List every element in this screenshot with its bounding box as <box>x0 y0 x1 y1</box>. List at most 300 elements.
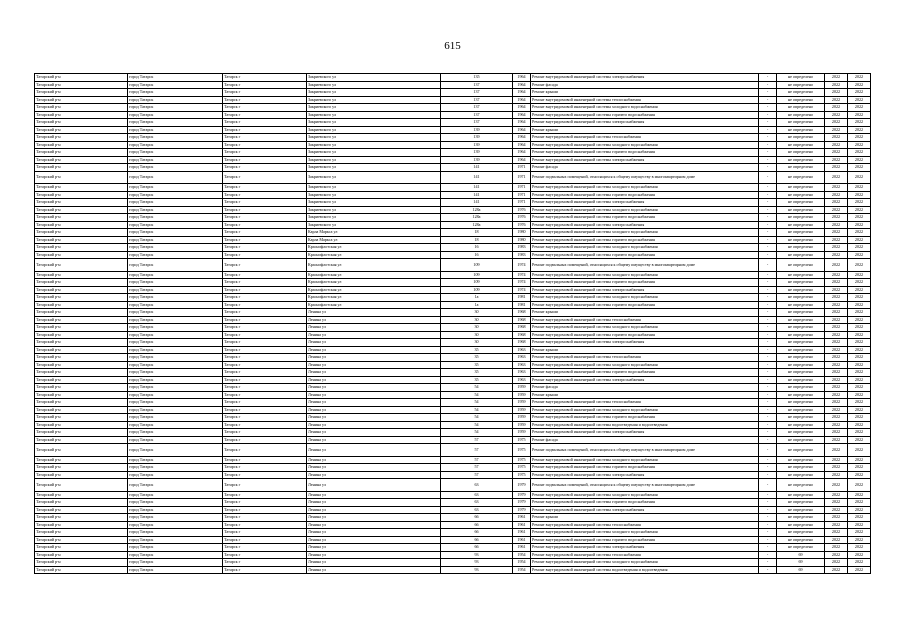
cell-cost: - <box>759 536 777 544</box>
cell-settlement: Татарск г <box>223 421 307 429</box>
cell-start-year: 2022 <box>825 184 848 192</box>
cell-house-number: 109 <box>441 259 513 272</box>
table-row <box>35 414 871 422</box>
repair-schedule-table <box>34 73 871 574</box>
cell-house-number: 141 <box>441 171 513 184</box>
cell-deadline-status: не определено <box>777 156 825 164</box>
cell-build-year: 1964 <box>513 119 531 127</box>
cell-district: Татарский р-н <box>35 346 128 354</box>
cell-start-year: 2022 <box>825 384 848 392</box>
cell-street: Ленина ул <box>307 521 441 529</box>
cell-cost: - <box>759 171 777 184</box>
cell-street: Краснофлотская ул <box>307 301 441 309</box>
cell-deadline-status: не определено <box>777 271 825 279</box>
cell-municipality: город Татарск <box>128 251 223 259</box>
cell-start-year: 2022 <box>825 506 848 514</box>
cell-cost: - <box>759 354 777 362</box>
cell-end-year: 2022 <box>848 81 871 89</box>
cell-district: Татарский р-н <box>35 369 128 377</box>
cell-deadline-status: не определено <box>777 279 825 287</box>
cell-build-year: 1968 <box>513 324 531 332</box>
cell-work-type: Ремонт внутридомовой инженерной системы электроснабжения <box>531 339 759 347</box>
cell-cost: - <box>759 214 777 222</box>
cell-street: Закриевского ул <box>307 206 441 214</box>
cell-start-year: 2022 <box>825 529 848 537</box>
cell-street: Ленина ул <box>307 331 441 339</box>
cell-street: Ленина ул <box>307 529 441 537</box>
cell-build-year: 1959 <box>513 391 531 399</box>
table-row <box>35 251 871 259</box>
cell-start-year: 2022 <box>825 126 848 134</box>
cell-deadline-status: 69 <box>777 551 825 559</box>
cell-end-year: 2022 <box>848 324 871 332</box>
cell-deadline-status: не определено <box>777 506 825 514</box>
table-row <box>35 184 871 192</box>
cell-end-year: 2022 <box>848 126 871 134</box>
cell-street: Краснофлотская ул <box>307 251 441 259</box>
cell-settlement: Татарск г <box>223 126 307 134</box>
cell-house-number: 57 <box>441 464 513 472</box>
cell-house-number: 16 <box>441 251 513 259</box>
cell-deadline-status: не определено <box>777 141 825 149</box>
cell-cost: - <box>759 184 777 192</box>
cell-deadline-status: 69 <box>777 566 825 574</box>
cell-municipality: город Татарск <box>128 536 223 544</box>
cell-build-year: 1979 <box>513 479 531 492</box>
table-row <box>35 294 871 302</box>
cell-settlement: Татарск г <box>223 566 307 574</box>
cell-cost: - <box>759 141 777 149</box>
cell-street: Закриевского ул <box>307 119 441 127</box>
cell-work-type: Ремонт внутридомовой инженерной системы холодного водоснабжения <box>531 491 759 499</box>
cell-work-type: Ремонт внутридомовой инженерной системы горячего водоснабжения <box>531 111 759 119</box>
cell-cost: - <box>759 464 777 472</box>
cell-house-number: 35 <box>441 346 513 354</box>
cell-start-year: 2022 <box>825 491 848 499</box>
cell-settlement: Татарск г <box>223 259 307 272</box>
cell-district: Татарский р-н <box>35 491 128 499</box>
cell-build-year: 1983 <box>513 251 531 259</box>
cell-municipality: город Татарск <box>128 96 223 104</box>
cell-street: Закриевского ул <box>307 214 441 222</box>
cell-municipality: город Татарск <box>128 354 223 362</box>
cell-build-year: 1971 <box>513 164 531 172</box>
cell-street: Карла Маркса ул <box>307 229 441 237</box>
cell-settlement: Татарск г <box>223 521 307 529</box>
cell-settlement: Татарск г <box>223 414 307 422</box>
cell-municipality: город Татарск <box>128 74 223 82</box>
cell-street: Ленина ул <box>307 471 441 479</box>
cell-work-type: Ремонт внутридомовой инженерной системы горячего водоснабжения <box>531 236 759 244</box>
cell-start-year: 2022 <box>825 376 848 384</box>
cell-district: Татарский р-н <box>35 286 128 294</box>
cell-build-year: 1971 <box>513 171 531 184</box>
cell-build-year: 1980 <box>513 236 531 244</box>
cell-house-number: 141 <box>441 191 513 199</box>
cell-district: Татарский р-н <box>35 141 128 149</box>
cell-start-year: 2022 <box>825 369 848 377</box>
cell-deadline-status: не определено <box>777 199 825 207</box>
cell-end-year: 2022 <box>848 429 871 437</box>
cell-street: Карла Маркса ул <box>307 236 441 244</box>
cell-municipality: город Татарск <box>128 164 223 172</box>
cell-cost: - <box>759 456 777 464</box>
cell-house-number: 137 <box>441 111 513 119</box>
cell-settlement: Татарск г <box>223 384 307 392</box>
cell-work-type: Ремонт крыши <box>531 391 759 399</box>
cell-work-type: Ремонт внутридомовой инженерной системы горячего водоснабжения <box>531 149 759 157</box>
table-row <box>35 339 871 347</box>
cell-end-year: 2022 <box>848 271 871 279</box>
table-row <box>35 346 871 354</box>
cell-district: Татарский р-н <box>35 244 128 252</box>
table-row <box>35 506 871 514</box>
cell-end-year: 2022 <box>848 544 871 552</box>
cell-end-year: 2022 <box>848 119 871 127</box>
cell-cost: - <box>759 399 777 407</box>
cell-settlement: Татарск г <box>223 346 307 354</box>
cell-district: Татарский р-н <box>35 171 128 184</box>
cell-municipality: город Татарск <box>128 521 223 529</box>
cell-settlement: Татарск г <box>223 171 307 184</box>
cell-deadline-status: не определено <box>777 244 825 252</box>
cell-deadline-status: не определено <box>777 391 825 399</box>
cell-house-number: 30 <box>441 339 513 347</box>
cell-work-type: Ремонт внутридомовой инженерной системы холодного водоснабжения <box>531 104 759 112</box>
cell-build-year: 1979 <box>513 506 531 514</box>
cell-settlement: Татарск г <box>223 199 307 207</box>
cell-deadline-status: не определено <box>777 184 825 192</box>
cell-settlement: Татарск г <box>223 471 307 479</box>
cell-cost: - <box>759 199 777 207</box>
table-row <box>35 271 871 279</box>
cell-municipality: город Татарск <box>128 119 223 127</box>
cell-settlement: Татарск г <box>223 89 307 97</box>
cell-district: Татарский р-н <box>35 74 128 82</box>
cell-work-type: Ремонт внутридомовой инженерной системы водоотведения и водоотведения <box>531 566 759 574</box>
cell-district: Татарский р-н <box>35 421 128 429</box>
cell-house-number: 54 <box>441 406 513 414</box>
cell-municipality: город Татарск <box>128 199 223 207</box>
cell-work-type: Ремонт внутридомовой инженерной системы холодного водоснабжения <box>531 294 759 302</box>
cell-settlement: Татарск г <box>223 236 307 244</box>
cell-work-type: Ремонт внутридомовой инженерной системы холодного водоснабжения <box>531 141 759 149</box>
cell-deadline-status: не определено <box>777 346 825 354</box>
cell-build-year: 1959 <box>513 384 531 392</box>
cell-municipality: город Татарск <box>128 301 223 309</box>
table-row <box>35 471 871 479</box>
cell-end-year: 2022 <box>848 551 871 559</box>
cell-house-number: 137 <box>441 119 513 127</box>
cell-start-year: 2022 <box>825 171 848 184</box>
cell-end-year: 2022 <box>848 221 871 229</box>
cell-house-number: 30 <box>441 309 513 317</box>
table-row <box>35 521 871 529</box>
cell-start-year: 2022 <box>825 339 848 347</box>
cell-district: Татарский р-н <box>35 251 128 259</box>
cell-deadline-status: не определено <box>777 384 825 392</box>
cell-house-number: 54 <box>441 414 513 422</box>
cell-work-type: Ремонт внутридомовой инженерной системы электроснабжения <box>531 506 759 514</box>
cell-end-year: 2022 <box>848 191 871 199</box>
cell-start-year: 2022 <box>825 141 848 149</box>
cell-build-year: 1979 <box>513 499 531 507</box>
cell-municipality: город Татарск <box>128 81 223 89</box>
cell-cost: - <box>759 391 777 399</box>
table-row <box>35 156 871 164</box>
cell-house-number: 35 <box>441 354 513 362</box>
cell-build-year: 1959 <box>513 414 531 422</box>
cell-district: Татарский р-н <box>35 184 128 192</box>
cell-cost: - <box>759 294 777 302</box>
cell-cost: - <box>759 149 777 157</box>
cell-settlement: Татарск г <box>223 399 307 407</box>
cell-house-number: 135 <box>441 74 513 82</box>
cell-start-year: 2022 <box>825 391 848 399</box>
cell-street: Ленина ул <box>307 559 441 567</box>
cell-street: Ленина ул <box>307 339 441 347</box>
cell-build-year: 1963 <box>513 346 531 354</box>
cell-work-type: Ремонт внутридомовой инженерной системы горячего водоснабжения <box>531 301 759 309</box>
cell-street: Краснофлотская ул <box>307 286 441 294</box>
cell-house-number: 137 <box>441 96 513 104</box>
table-row <box>35 301 871 309</box>
cell-district: Татарский р-н <box>35 361 128 369</box>
cell-cost: - <box>759 414 777 422</box>
cell-deadline-status: не определено <box>777 456 825 464</box>
cell-house-number: 139 <box>441 134 513 142</box>
table-row <box>35 324 871 332</box>
cell-start-year: 2022 <box>825 316 848 324</box>
cell-municipality: город Татарск <box>128 471 223 479</box>
cell-cost: - <box>759 96 777 104</box>
cell-start-year: 2022 <box>825 499 848 507</box>
cell-deadline-status: не определено <box>777 171 825 184</box>
cell-municipality: город Татарск <box>128 111 223 119</box>
cell-street: Ленина ул <box>307 436 441 444</box>
cell-end-year: 2022 <box>848 134 871 142</box>
cell-municipality: город Татарск <box>128 391 223 399</box>
cell-municipality: город Татарск <box>128 229 223 237</box>
cell-build-year: 1980 <box>513 229 531 237</box>
cell-end-year: 2022 <box>848 514 871 522</box>
cell-municipality: город Татарск <box>128 171 223 184</box>
cell-settlement: Татарск г <box>223 536 307 544</box>
cell-district: Татарский р-н <box>35 229 128 237</box>
cell-street: Ленина ул <box>307 324 441 332</box>
cell-settlement: Татарск г <box>223 436 307 444</box>
cell-settlement: Татарск г <box>223 156 307 164</box>
table-body <box>35 74 871 574</box>
table-row <box>35 119 871 127</box>
cell-start-year: 2022 <box>825 259 848 272</box>
table-row <box>35 74 871 82</box>
cell-municipality: город Татарск <box>128 221 223 229</box>
cell-cost: - <box>759 191 777 199</box>
cell-end-year: 2022 <box>848 436 871 444</box>
cell-work-type: Ремонт внутридомовой инженерной системы горячего водоснабжения <box>531 536 759 544</box>
cell-work-type: Ремонт внутридомовой инженерной системы горячего водоснабжения <box>531 279 759 287</box>
cell-municipality: город Татарск <box>128 346 223 354</box>
cell-street: Ленина ул <box>307 551 441 559</box>
cell-district: Татарский р-н <box>35 104 128 112</box>
table-row <box>35 536 871 544</box>
cell-street: Ленина ул <box>307 566 441 574</box>
cell-end-year: 2022 <box>848 444 871 457</box>
cell-municipality: город Татарск <box>128 514 223 522</box>
cell-work-type: Ремонт внутридомовой инженерной системы холодного водоснабжения <box>531 456 759 464</box>
cell-work-type: Ремонт фасада <box>531 436 759 444</box>
cell-house-number: 54 <box>441 399 513 407</box>
cell-house-number: 139 <box>441 156 513 164</box>
table-row <box>35 164 871 172</box>
cell-work-type: Ремонт внутридомовой инженерной системы электроснабжения <box>531 471 759 479</box>
cell-build-year: 1964 <box>513 111 531 119</box>
table-row <box>35 491 871 499</box>
page-number: 615 <box>444 40 461 52</box>
cell-street: Ленина ул <box>307 361 441 369</box>
cell-end-year: 2022 <box>848 149 871 157</box>
cell-work-type: Ремонт внутридомовой инженерной системы холодного водоснабжения <box>531 361 759 369</box>
cell-cost: - <box>759 566 777 574</box>
cell-settlement: Татарск г <box>223 339 307 347</box>
cell-settlement: Татарск г <box>223 111 307 119</box>
cell-deadline-status: не определено <box>777 119 825 127</box>
cell-build-year: 1976 <box>513 206 531 214</box>
cell-work-type: Ремонт внутридомовой инженерной системы холодного водоснабжения <box>531 206 759 214</box>
cell-work-type: Ремонт фасада <box>531 81 759 89</box>
cell-district: Татарский р-н <box>35 324 128 332</box>
cell-build-year: 1964 <box>513 96 531 104</box>
cell-street: Ленина ул <box>307 309 441 317</box>
cell-work-type: Ремонт внутридомовой инженерной системы горячего водоснабжения <box>531 191 759 199</box>
cell-municipality: город Татарск <box>128 89 223 97</box>
cell-street: Краснофлотская ул <box>307 294 441 302</box>
cell-municipality: город Татарск <box>128 456 223 464</box>
cell-build-year: 1954 <box>513 551 531 559</box>
cell-work-type: Ремонт крыши <box>531 89 759 97</box>
cell-work-type: Ремонт внутридомовой инженерной системы горячего водоснабжения <box>531 414 759 422</box>
cell-cost: - <box>759 544 777 552</box>
cell-build-year: 1963 <box>513 369 531 377</box>
cell-start-year: 2022 <box>825 81 848 89</box>
cell-settlement: Татарск г <box>223 81 307 89</box>
cell-district: Татарский р-н <box>35 399 128 407</box>
cell-settlement: Татарск г <box>223 456 307 464</box>
cell-settlement: Татарск г <box>223 529 307 537</box>
cell-start-year: 2022 <box>825 429 848 437</box>
cell-district: Татарский р-н <box>35 89 128 97</box>
cell-house-number: 35 <box>441 376 513 384</box>
cell-street: Ленина ул <box>307 444 441 457</box>
cell-district: Татарский р-н <box>35 111 128 119</box>
cell-cost: - <box>759 429 777 437</box>
cell-house-number: 66 <box>441 544 513 552</box>
cell-settlement: Татарск г <box>223 251 307 259</box>
cell-start-year: 2022 <box>825 414 848 422</box>
cell-end-year: 2022 <box>848 339 871 347</box>
cell-deadline-status: не определено <box>777 361 825 369</box>
table-row <box>35 384 871 392</box>
cell-district: Татарский р-н <box>35 331 128 339</box>
cell-house-number: 109 <box>441 279 513 287</box>
cell-build-year: 1975 <box>513 436 531 444</box>
cell-start-year: 2022 <box>825 156 848 164</box>
cell-cost: - <box>759 301 777 309</box>
cell-settlement: Татарск г <box>223 551 307 559</box>
cell-work-type: Ремонт внутридомовой инженерной системы горячего водоснабжения <box>531 369 759 377</box>
cell-build-year: 1954 <box>513 559 531 567</box>
cell-deadline-status: не определено <box>777 429 825 437</box>
cell-deadline-status: не определено <box>777 164 825 172</box>
cell-build-year: 1963 <box>513 376 531 384</box>
cell-work-type: Ремонт внутридомовой инженерной системы холодного водоснабжения <box>531 324 759 332</box>
cell-deadline-status: не определено <box>777 491 825 499</box>
cell-street: Ленина ул <box>307 421 441 429</box>
table-row <box>35 376 871 384</box>
cell-deadline-status: не определено <box>777 376 825 384</box>
cell-cost: - <box>759 229 777 237</box>
cell-municipality: город Татарск <box>128 361 223 369</box>
cell-district: Татарский р-н <box>35 279 128 287</box>
cell-street: Краснофлотская ул <box>307 244 441 252</box>
cell-deadline-status: не определено <box>777 111 825 119</box>
cell-cost: - <box>759 421 777 429</box>
cell-street: Ленина ул <box>307 479 441 492</box>
cell-settlement: Татарск г <box>223 301 307 309</box>
cell-settlement: Татарск г <box>223 499 307 507</box>
cell-district: Татарский р-н <box>35 294 128 302</box>
cell-deadline-status: не определено <box>777 479 825 492</box>
cell-work-type: Ремонт крыши <box>531 309 759 317</box>
cell-end-year: 2022 <box>848 391 871 399</box>
cell-end-year: 2022 <box>848 89 871 97</box>
table-row <box>35 309 871 317</box>
cell-street: Ленина ул <box>307 544 441 552</box>
cell-cost: - <box>759 436 777 444</box>
cell-cost: - <box>759 89 777 97</box>
cell-house-number: 141 <box>441 199 513 207</box>
cell-settlement: Татарск г <box>223 324 307 332</box>
cell-end-year: 2022 <box>848 251 871 259</box>
cell-district: Татарский р-н <box>35 126 128 134</box>
cell-municipality: город Татарск <box>128 414 223 422</box>
cell-build-year: 1964 <box>513 81 531 89</box>
cell-settlement: Татарск г <box>223 406 307 414</box>
table-row <box>35 331 871 339</box>
cell-start-year: 2022 <box>825 111 848 119</box>
cell-work-type: Ремонт фасада <box>531 384 759 392</box>
cell-deadline-status: не определено <box>777 309 825 317</box>
cell-start-year: 2022 <box>825 236 848 244</box>
cell-district: Татарский р-н <box>35 499 128 507</box>
cell-street: Ленина ул <box>307 514 441 522</box>
cell-start-year: 2022 <box>825 134 848 142</box>
cell-municipality: город Татарск <box>128 566 223 574</box>
table-row <box>35 214 871 222</box>
cell-municipality: город Татарск <box>128 369 223 377</box>
cell-cost: - <box>759 444 777 457</box>
cell-municipality: город Татарск <box>128 464 223 472</box>
cell-house-number: 137 <box>441 81 513 89</box>
cell-start-year: 2022 <box>825 149 848 157</box>
cell-build-year: 1964 <box>513 104 531 112</box>
cell-cost: - <box>759 309 777 317</box>
cell-cost: - <box>759 514 777 522</box>
cell-start-year: 2022 <box>825 479 848 492</box>
cell-deadline-status: не определено <box>777 436 825 444</box>
cell-municipality: город Татарск <box>128 436 223 444</box>
